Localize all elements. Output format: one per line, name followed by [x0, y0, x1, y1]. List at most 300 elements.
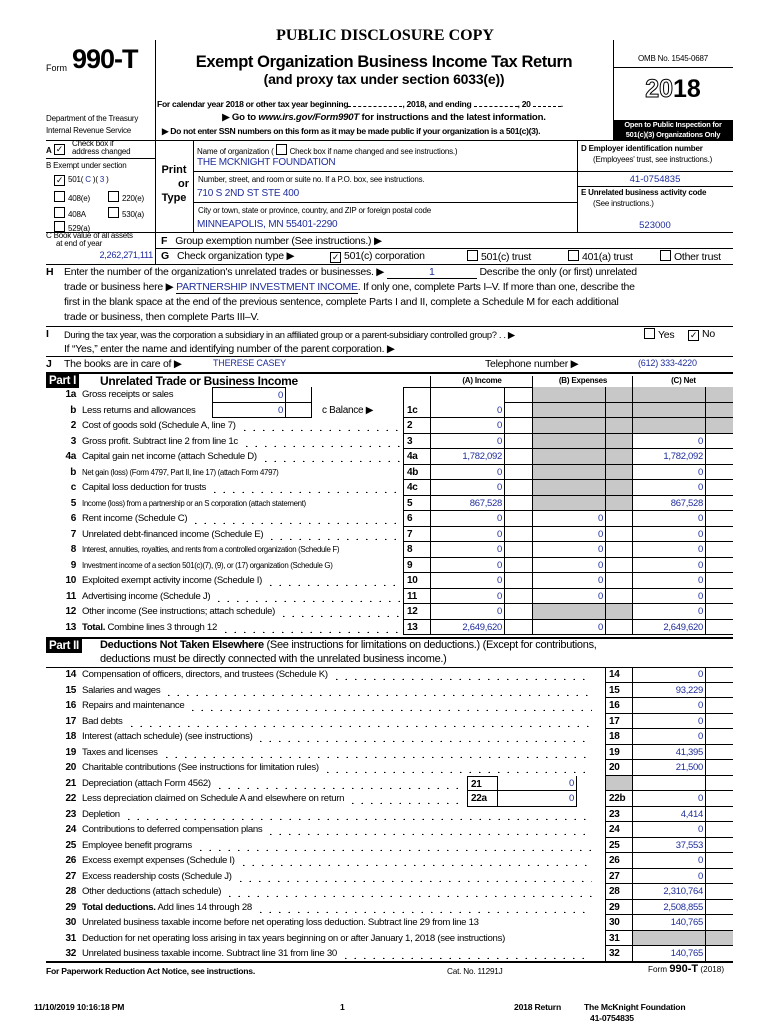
option-408e — [54, 191, 90, 203]
deduction-amount[interactable]: 0 — [632, 667, 705, 683]
tax-year-begin-field[interactable] — [348, 97, 402, 107]
deduction-cents — [705, 900, 733, 916]
line-box-number: 24 — [605, 822, 632, 838]
line-number: 20 — [65, 762, 76, 773]
deduction-amount[interactable]: 2,310,764 — [632, 884, 705, 900]
deduction-cents — [705, 869, 733, 885]
line-box-number: 1c — [403, 403, 430, 419]
line-number: 12 — [65, 606, 76, 617]
line-description-text: Net gain (loss) (Form 4797, Part II, line 17) (attach Form 4797) — [82, 467, 279, 477]
income-cents[interactable] — [504, 449, 532, 465]
print-or-type-label — [155, 163, 193, 205]
dot-leader — [162, 747, 592, 758]
deduction-amount[interactable]: 0 — [632, 729, 705, 745]
408a-checkbox[interactable] — [54, 207, 65, 218]
deduction-cents — [705, 931, 733, 947]
line-number: 6 — [70, 513, 76, 524]
income-cents[interactable] — [504, 542, 532, 558]
subsidiary-no — [688, 328, 715, 341]
line-number: 2 — [70, 420, 76, 431]
dot-leader — [214, 591, 400, 602]
yes-checkbox[interactable] — [644, 328, 655, 339]
net-amount[interactable]: 1,782,092 — [632, 449, 705, 465]
h-line-1-end: Describe the only (or first) unrelated — [479, 266, 637, 278]
h-line-1 — [64, 266, 637, 279]
income-amount[interactable]: 0 — [430, 480, 504, 496]
income-amount[interactable]: 1,782,092 — [430, 449, 504, 465]
net-amount[interactable]: 0 — [632, 480, 705, 496]
deduction-amount[interactable]: 21,500 — [632, 760, 705, 776]
line-box-number: 17 — [605, 714, 632, 730]
part-1-line-8 — [46, 542, 733, 558]
line-box-number: 26 — [605, 853, 632, 869]
net-amount[interactable]: 2,649,620 — [632, 620, 705, 636]
expenses-amount — [532, 480, 605, 496]
part-2-line-20 — [46, 760, 733, 776]
part-1-title: Unrelated Trade or Business Income — [100, 374, 298, 388]
print-timestamp: 11/10/2019 10:16:18 PM — [34, 1002, 125, 1012]
expenses-amount — [532, 449, 605, 465]
line-number: 9 — [70, 559, 76, 571]
net-cents — [705, 480, 733, 496]
income-amount[interactable]: 867,528 — [430, 496, 504, 512]
expenses-amount[interactable]: 0 — [532, 573, 605, 589]
badge-line-2: 501(c)(3) Organizations Only — [625, 129, 721, 139]
f-letter: F — [161, 235, 168, 247]
income-cents[interactable] — [504, 465, 532, 481]
tax-year-bold: 18 — [673, 75, 701, 103]
activity-code-sublabel: (See instructions.) — [593, 199, 654, 208]
part-2-line-27 — [46, 869, 733, 885]
ein-value[interactable]: 41-0754835 — [629, 174, 681, 185]
part-2-line-29 — [46, 900, 733, 916]
dot-leader — [279, 606, 400, 617]
deduction-amount[interactable]: 0 — [632, 869, 705, 885]
dot-leader — [341, 948, 592, 959]
deduction-cents — [705, 714, 733, 730]
line-number: 18 — [65, 731, 76, 742]
part-2-line-32 — [46, 946, 733, 962]
net-cents — [705, 403, 733, 419]
dot-leader — [196, 840, 592, 851]
part-1-line-4c — [46, 480, 733, 496]
line-description-text: Bad debts — [82, 715, 123, 727]
group-exemption-row — [161, 235, 382, 247]
line-box-number: 5 — [403, 496, 430, 512]
line-box-number: 2 — [403, 418, 430, 434]
expenses-amount[interactable]: 0 — [532, 542, 605, 558]
deduction-amount[interactable]: 0 — [632, 714, 705, 730]
line-description — [82, 747, 592, 758]
part-2-line-21 — [46, 776, 733, 792]
net-amount[interactable]: 0 — [632, 434, 705, 450]
catalog-number: Cat. No. 11291J — [447, 967, 503, 976]
deduction-amount[interactable]: 140,765 — [632, 915, 705, 931]
income-cents[interactable] — [504, 434, 532, 450]
net-amount[interactable]: 0 — [632, 604, 705, 620]
street-value[interactable]: 710 S 2ND ST STE 400 — [197, 188, 299, 199]
expenses-amount[interactable]: 0 — [532, 620, 605, 636]
deduction-amount[interactable]: 0 — [632, 791, 705, 807]
part-1-line-9 — [46, 558, 733, 574]
part-2-line-26 — [46, 853, 733, 869]
line-box-number: 29 — [605, 900, 632, 916]
deduction-amount[interactable]: 4,414 — [632, 807, 705, 823]
line-description — [82, 468, 438, 477]
line-number: 30 — [65, 917, 76, 928]
trade-count-field[interactable]: 1 — [387, 266, 477, 279]
no-label: No — [702, 328, 715, 340]
line-description — [82, 840, 592, 851]
part-1-tag: Part I — [46, 374, 79, 388]
line-box-number: 18 — [605, 729, 632, 745]
address-changed-checkbox[interactable]: ✓ — [55, 144, 64, 154]
line-description — [82, 902, 592, 913]
omb-number: OMB No. 1545-0687 — [638, 54, 708, 63]
net-amount[interactable]: 0 — [632, 558, 705, 574]
income-amount[interactable]: 0 — [430, 511, 504, 527]
expenses-amount — [532, 387, 605, 403]
501c-suffix: ) — [106, 175, 109, 184]
line-description — [82, 824, 592, 835]
income-cents[interactable] — [504, 480, 532, 496]
part-2-title-line-2: deductions must be directly connected with the unrelated business income.) — [100, 653, 447, 665]
expenses-cents — [605, 589, 632, 605]
501c-number[interactable]: 3 — [99, 175, 105, 184]
inner-line-box-number: 22a — [467, 791, 497, 807]
irs-url-link[interactable]: www.irs.gov/Form990T — [258, 112, 360, 123]
expenses-cents — [605, 418, 632, 434]
line-description-text: Contributions to deferred compensation plans — [82, 824, 263, 835]
expenses-amount[interactable]: 0 — [532, 527, 605, 543]
expenses-cents — [605, 465, 632, 481]
print-org-ein: 41-0754835 — [590, 1013, 634, 1023]
income-cents[interactable] — [504, 387, 532, 403]
footer-form-year: (2018) — [700, 965, 725, 974]
expenses-amount — [532, 403, 605, 419]
income-amount[interactable]: 0 — [430, 434, 504, 450]
line-box-number: 16 — [605, 698, 632, 714]
name-changed-checkbox[interactable] — [276, 144, 287, 155]
city-value[interactable]: MINNEAPOLIS, MN 55401-2290 — [197, 219, 338, 230]
expenses-amount[interactable]: 0 — [532, 589, 605, 605]
option-220e — [108, 191, 144, 203]
income-amount[interactable]: 0 — [430, 604, 504, 620]
part-2-line-15 — [46, 683, 733, 699]
line-description-text: Salaries and wages — [82, 684, 161, 696]
income-amount[interactable]: 0 — [430, 542, 504, 558]
books-care-name[interactable]: THERESE CASEY — [213, 358, 286, 368]
form-label: Form — [46, 63, 67, 73]
org-name-value[interactable]: THE MCKNIGHT FOUNDATION — [197, 157, 336, 168]
line-description — [82, 685, 592, 696]
deduction-amount[interactable]: 37,553 — [632, 838, 705, 854]
line-description — [82, 389, 210, 400]
dot-leader — [127, 716, 592, 727]
inner-amount[interactable]: 0 — [497, 791, 577, 807]
org-name-label — [197, 144, 457, 156]
expenses-cents — [605, 604, 632, 620]
deduction-cents — [705, 822, 733, 838]
public-inspection-badge — [613, 120, 733, 140]
line-number: 22 — [65, 793, 76, 804]
tax-year-end-year-field[interactable] — [533, 97, 561, 107]
income-amount[interactable] — [430, 387, 504, 403]
income-cents[interactable] — [504, 511, 532, 527]
line-description-text: Repairs and maintenance — [82, 700, 185, 711]
print-word: Print — [161, 164, 187, 176]
deduction-cents — [705, 791, 733, 807]
expenses-amount[interactable]: 0 — [532, 558, 605, 574]
net-amount[interactable]: 0 — [632, 511, 705, 527]
deduction-amount[interactable]: 0 — [632, 822, 705, 838]
line-box-number: 12 — [403, 604, 430, 620]
part-1-line-11 — [46, 589, 733, 605]
activity-code-value[interactable]: 523000 — [639, 220, 671, 231]
line-number: 10 — [65, 575, 76, 586]
line-number: 27 — [65, 870, 76, 882]
net-cents — [705, 558, 733, 574]
line-description — [82, 793, 462, 804]
line-description-text: Less depreciation claimed on Schedule A and elsewhere on return — [82, 793, 345, 804]
line-description-text: Charitable contributions (See instructions for limitation rules) — [82, 762, 319, 773]
expenses-cents — [605, 449, 632, 465]
line-description-text: Capital gain net income (attach Schedule D) — [82, 451, 257, 462]
line-number: 25 — [65, 839, 76, 851]
line-description-text: Exploited exempt activity income (Schedule I) — [82, 575, 263, 586]
inline-amount-field[interactable]: 0 — [212, 403, 285, 419]
exempt-section-label: B Exempt under section — [46, 161, 127, 170]
parent-corp-line: If “Yes,” enter the name and identifying number of the parent corporation. ▶ — [64, 343, 395, 355]
inner-amount[interactable]: 0 — [497, 776, 577, 792]
line-number: 21 — [65, 777, 76, 789]
h-line-3: first in the blank space at the end of the previous sentence, complete Parts I and II, complete a Schedule M for each additional — [64, 296, 619, 308]
tax-year-end-field[interactable] — [474, 97, 518, 107]
income-amount[interactable]: 2,649,620 — [430, 620, 504, 636]
return-year-label: 2018 Return — [514, 1002, 561, 1012]
i-letter: I — [46, 328, 49, 340]
line-box-number: 4a — [403, 449, 430, 465]
line-description — [82, 451, 400, 462]
g-letter: G — [161, 250, 169, 262]
col-b-expenses-header: (B) Expenses — [532, 376, 633, 388]
line-number: 28 — [65, 886, 76, 897]
deduction-amount[interactable] — [632, 776, 705, 792]
line-description-text: Add lines 14 through 28 — [155, 901, 252, 913]
part-2-title — [100, 639, 597, 651]
line-description — [82, 669, 592, 680]
line-description-text: Combine lines 3 through 12 — [105, 621, 217, 633]
deduction-cents — [705, 884, 733, 900]
income-amount[interactable]: 0 — [430, 558, 504, 574]
income-cents[interactable] — [504, 558, 532, 574]
income-amount[interactable]: 0 — [430, 589, 504, 605]
dot-leader — [221, 622, 400, 633]
inline-amount-cents[interactable] — [285, 403, 312, 419]
line-box-number: 11 — [403, 589, 430, 605]
line-number: 16 — [65, 700, 76, 711]
a-label-2: address changed — [72, 147, 131, 156]
net-amount[interactable]: 0 — [632, 573, 705, 589]
line-description-text: Gross receipts or sales — [82, 389, 174, 400]
line-box-number: 23 — [605, 807, 632, 823]
inline-amount-cents[interactable] — [285, 387, 312, 403]
408e-checkbox[interactable] — [54, 191, 65, 202]
line-description-text: Other income (See instructions; attach schedule) — [82, 606, 276, 617]
line-number: 19 — [65, 746, 76, 758]
business-description-field[interactable]: PARTNERSHIP INVESTMENT INCOME — [176, 281, 358, 293]
type-word: Type — [161, 192, 187, 204]
part-1-line-12 — [46, 604, 733, 620]
net-amount[interactable]: 0 — [632, 542, 705, 558]
tax-year — [613, 75, 733, 104]
220e-checkbox[interactable] — [108, 191, 119, 202]
tax-year-outline: 20 — [645, 75, 673, 103]
deduction-amount[interactable]: 0 — [632, 698, 705, 714]
income-cents[interactable] — [504, 589, 532, 605]
part-1-line-3 — [46, 434, 733, 450]
expenses-cents — [605, 511, 632, 527]
line-description — [82, 917, 602, 928]
part-2-line-24 — [46, 822, 733, 838]
inline-amount-field[interactable]: 0 — [212, 387, 285, 403]
j-letter: J — [46, 358, 52, 370]
deduction-cents — [705, 838, 733, 854]
org-type-row — [161, 250, 294, 262]
line-description — [82, 855, 592, 866]
line-description — [82, 948, 592, 959]
income-amount[interactable]: 0 — [430, 418, 504, 434]
dot-leader — [164, 685, 592, 696]
net-amount[interactable]: 0 — [632, 465, 705, 481]
calendar-mid: , 2018, and ending — [402, 99, 472, 109]
line-number: 13 — [65, 621, 76, 633]
income-cents[interactable] — [504, 496, 532, 512]
other-trust-checkbox[interactable] — [660, 250, 671, 261]
part-1-line-4a — [46, 449, 733, 465]
irs-label: Internal Revenue Service — [46, 126, 132, 135]
line-description-text: Excess exempt expenses (Schedule I) — [82, 855, 235, 866]
section-a-letter: A — [46, 146, 52, 155]
line-description — [82, 622, 400, 633]
income-cents[interactable] — [504, 604, 532, 620]
subsidiary-yes — [644, 328, 674, 341]
line-description — [82, 606, 400, 617]
book-value-amount[interactable]: 2,262,271,111 — [99, 250, 153, 260]
part-1-line-1a — [46, 387, 733, 403]
deduction-amount[interactable]: 93,229 — [632, 683, 705, 699]
dot-leader — [210, 482, 400, 493]
line-description-text: Unrelated business taxable income. Subtract line 31 from line 30 — [82, 948, 337, 959]
expenses-cents — [605, 434, 632, 450]
trade-count-label: Enter the number of the organization's unrelated trades or businesses. ▶ — [64, 266, 385, 278]
deduction-amount[interactable]: 0 — [632, 853, 705, 869]
part-2-line-16 — [46, 698, 733, 714]
income-amount[interactable]: 0 — [430, 573, 504, 589]
dot-leader — [242, 436, 400, 447]
net-amount — [632, 403, 705, 419]
part-2-line-30 — [46, 915, 733, 931]
group-exemption-label: Group exemption number (See instructions.) ▶ — [175, 235, 382, 247]
line-number: 24 — [65, 824, 76, 835]
footer-form-number: 990-T — [669, 963, 699, 975]
net-amount[interactable]: 0 — [632, 589, 705, 605]
deduction-cents — [705, 946, 733, 962]
501c-trust-label: 501(c) trust — [481, 251, 532, 263]
expenses-amount[interactable]: 0 — [532, 511, 605, 527]
501c-trust-checkbox[interactable] — [467, 250, 478, 261]
org-type-label: Check organization type ▶ — [176, 250, 295, 262]
501c-checkbox[interactable]: ✓ — [55, 175, 64, 185]
line-description-text: Deduction for net operating loss arising in tax years beginning on or after January 1, 2018 (see instructions) — [82, 932, 505, 944]
deduction-amount[interactable]: 140,765 — [632, 946, 705, 962]
line-box-number: 3 — [403, 434, 430, 450]
org-type-other-trust — [660, 250, 721, 263]
part-2-line-19 — [46, 745, 733, 761]
line-description — [82, 731, 592, 742]
408e-label: 408(e) — [68, 194, 90, 203]
income-cents[interactable] — [504, 418, 532, 434]
line-box-number: 15 — [605, 683, 632, 699]
income-cents[interactable] — [504, 620, 532, 636]
income-cents[interactable] — [504, 403, 532, 419]
footer-form-word: Form — [648, 965, 668, 974]
no-checkbox[interactable]: ✓ — [689, 330, 698, 340]
dot-leader — [124, 809, 592, 820]
part-2-line-23 — [46, 807, 733, 823]
net-amount[interactable]: 0 — [632, 527, 705, 543]
net-cents — [705, 496, 733, 512]
dot-leader — [256, 902, 592, 913]
income-cents[interactable] — [504, 573, 532, 589]
line-description-text: Less returns and allowances — [82, 404, 196, 416]
net-cents — [705, 589, 733, 605]
net-amount[interactable]: 867,528 — [632, 496, 705, 512]
balance-label: c Balance ▶ — [322, 404, 374, 416]
deduction-cents — [705, 915, 733, 931]
line-box-number: 20 — [605, 760, 632, 776]
net-cents — [705, 387, 733, 403]
530a-checkbox[interactable] — [108, 207, 119, 218]
option-530a — [108, 207, 144, 219]
401a-trust-checkbox[interactable] — [568, 250, 579, 261]
income-amount[interactable]: 0 — [430, 403, 504, 419]
line-description — [82, 591, 400, 602]
dept-treasury: Department of the Treasury — [46, 114, 139, 123]
income-cents[interactable] — [504, 527, 532, 543]
line-description-text: Depreciation (attach Form 4562) — [82, 777, 211, 789]
line-number: c — [70, 482, 76, 493]
line-description — [82, 871, 592, 882]
dot-leader — [267, 529, 400, 540]
deduction-cents — [705, 745, 733, 761]
dot-leader — [240, 420, 400, 431]
expenses-amount — [532, 604, 605, 620]
expenses-cents — [605, 387, 632, 403]
line-number: 15 — [65, 684, 76, 696]
501c-corporation-checkbox[interactable]: ✓ — [331, 252, 340, 262]
income-amount[interactable]: 0 — [430, 527, 504, 543]
deduction-amount[interactable]: 2,508,855 — [632, 900, 705, 916]
line-description-text: Rent income (Schedule C) — [82, 513, 188, 524]
income-amount[interactable]: 0 — [430, 465, 504, 481]
telephone-value[interactable]: (612) 333-4220 — [638, 358, 697, 368]
h-line-2 — [64, 281, 635, 294]
net-cents — [705, 604, 733, 620]
goto-prefix: ▶ Go to — [222, 112, 259, 123]
deduction-amount[interactable]: 41,395 — [632, 745, 705, 761]
501c-letter[interactable]: C — [85, 175, 91, 184]
